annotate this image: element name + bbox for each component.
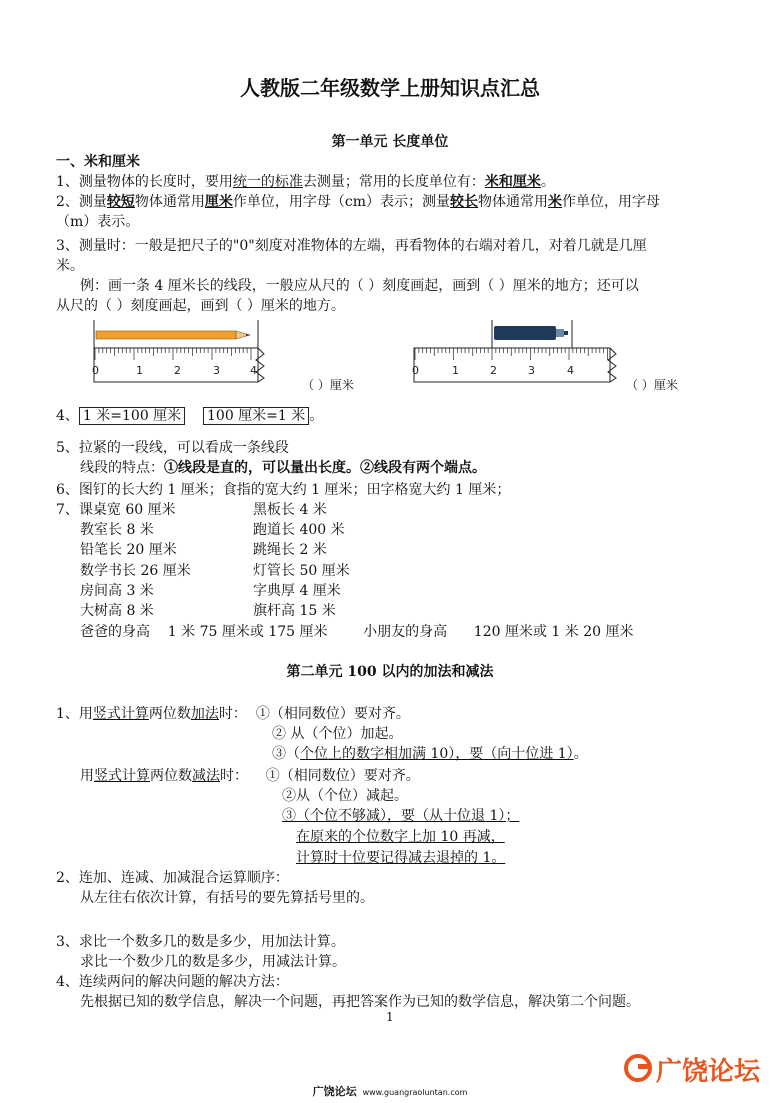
ruler1-tick-label: 0 xyxy=(92,364,99,377)
rule-subtraction-step3: ③（个位不够减），要（从十位退 1）； xyxy=(282,808,520,824)
rule-compare-line2: 求比一个数少几的数是多少，用减法计算。 xyxy=(80,954,346,970)
rule-subtraction: 用竖式计算两位数减法时： ①（相同数位）要对齐。 xyxy=(80,768,420,784)
ruler2-tick-label: 3 xyxy=(528,364,535,377)
paragraph-5-line2: 线段的特点：①线段是直的，可以量出长度。②线段有两个端点。 xyxy=(80,460,486,476)
list-item: 爸爸的身高 1 米 75 厘米或 175 厘米 小朋友的身高 120 厘米或 1 米 20 厘米 xyxy=(80,624,634,640)
list-item: 数学书长 26 厘米 xyxy=(80,563,191,579)
document-title: 人教版二年级数学上册知识点汇总 xyxy=(240,76,540,100)
list-item: 房间高 3 米 xyxy=(80,583,154,599)
paragraph-3-line2: 米。 xyxy=(56,258,84,274)
unit2-heading: 第二单元 100 以内的加法和减法 xyxy=(286,664,494,680)
ruler-with-pencil xyxy=(88,318,278,384)
list-item: 跑道长 400 米 xyxy=(253,522,345,538)
rule-subtraction-step2: ②从（个位）减起。 xyxy=(282,788,408,804)
rule-addition: 1、用竖式计算两位数加法时： ①（相同数位）要对齐。 xyxy=(56,706,410,722)
ruler2-tick-label: 4 xyxy=(567,364,574,377)
conversion-box: 1 米=100 厘米 xyxy=(79,407,185,425)
paragraph-2: 2、测量较短物体通常用厘米作单位，用字母（cm）表示；测量较长物体通常用米作单位，用字母 xyxy=(56,194,661,210)
ruler2-answer: （ ）厘米 xyxy=(626,378,678,392)
ruler2-tick-label: 1 xyxy=(452,364,459,377)
list-item: 黑板长 4 米 xyxy=(253,502,327,518)
ruler1-tick-label: 4 xyxy=(250,364,257,377)
paragraph-6: 6、图钉的长大约 1 厘米；食指的宽大约 1 厘米；田字格宽大约 1 厘米； xyxy=(56,482,511,498)
rule-two-step: 4、连续两问的解决问题的解决方法： xyxy=(56,974,289,990)
unit1-heading: 第一单元 长度单位 xyxy=(331,134,449,150)
paragraph-2-line2: （m）表示。 xyxy=(56,214,140,230)
footer-site-name: 广饶论坛 xyxy=(312,1085,357,1098)
list-item: 大树高 8 米 xyxy=(80,603,154,619)
list-item: 旗杆高 15 米 xyxy=(253,603,336,619)
rule-subtraction-step5: 计算时十位要记得减去退掉的 1。 xyxy=(296,850,506,866)
rule-addition-step3: ③（个位上的数字相加满 10），要（向十位进 1）。 xyxy=(272,746,588,762)
list-item: 教室长 8 米 xyxy=(80,522,154,538)
list-item: 跳绳长 2 米 xyxy=(253,542,327,558)
ruler1-answer: （ ）厘米 xyxy=(302,378,354,392)
ruler1-tick-label: 3 xyxy=(213,364,220,377)
rule-subtraction-step4: 在原来的个位数字上加 10 再减， xyxy=(296,829,505,845)
paragraph-1: 1、测量物体的长度时，要用统一的标准去测量；常用的长度单位有：米和厘米。 xyxy=(56,174,555,190)
list-item: 铅笔长 20 厘米 xyxy=(80,542,177,558)
conversion-box: 100 厘米=1 米 xyxy=(203,407,309,425)
ruler1-tick-label: 2 xyxy=(174,364,181,377)
svg-text:广饶论坛: 广饶论坛 xyxy=(656,1057,761,1087)
list-item: 灯管长 50 厘米 xyxy=(253,563,350,579)
list-item: 字典厚 4 厘米 xyxy=(253,583,341,599)
rule-order: 2、连加、连减、加减混合运算顺序： xyxy=(56,870,289,886)
rule-two-step-line2: 先根据已知的数学信息，解决一个问题，再把答案作为已知的数学信息，解决第二个问题。 xyxy=(80,994,640,1010)
ruler2-tick-label: 0 xyxy=(412,364,419,377)
list-item: 7、课桌宽 60 厘米 xyxy=(56,502,176,518)
pencil-icon xyxy=(96,331,250,339)
paragraph-3: 3、测量时：一般是把尺子的"0"刻度对准物体的左端，再看物体的右端对着几，对着几就是几厘 xyxy=(56,238,647,254)
footer xyxy=(0,1083,780,1099)
rule-addition-step2: ② 从（个位）加起。 xyxy=(272,726,403,742)
paragraph-4: 4、 1 米=100 厘米 100 厘米=1 米 。 xyxy=(56,408,324,424)
pen-icon xyxy=(494,326,568,340)
paragraph-5: 5、拉紧的一段线，可以看成一条线段 xyxy=(56,440,289,456)
ruler-with-pen xyxy=(410,318,620,384)
page-number: 1 xyxy=(386,1010,394,1024)
rule-compare: 3、求比一个数多几的数是多少，用加法计算。 xyxy=(56,934,345,950)
section-heading: 一、米和厘米 xyxy=(56,154,140,170)
example-line1: 例：画一条 4 厘米长的线段，一般应从尺的（ ）刻度画起，画到（ ）厘米的地方；还可以 xyxy=(80,278,639,294)
rule-order-line2: 从左往右依次计算，有括号的要先算括号里的。 xyxy=(80,890,374,906)
example-line2: 从尺的（ ）刻度画起，画到（ ）厘米的地方。 xyxy=(56,298,345,314)
ruler1-tick-label: 1 xyxy=(136,364,143,377)
footer-url: www.guangraoluntan.com xyxy=(362,1088,468,1097)
ruler2-tick-label: 2 xyxy=(490,364,497,377)
